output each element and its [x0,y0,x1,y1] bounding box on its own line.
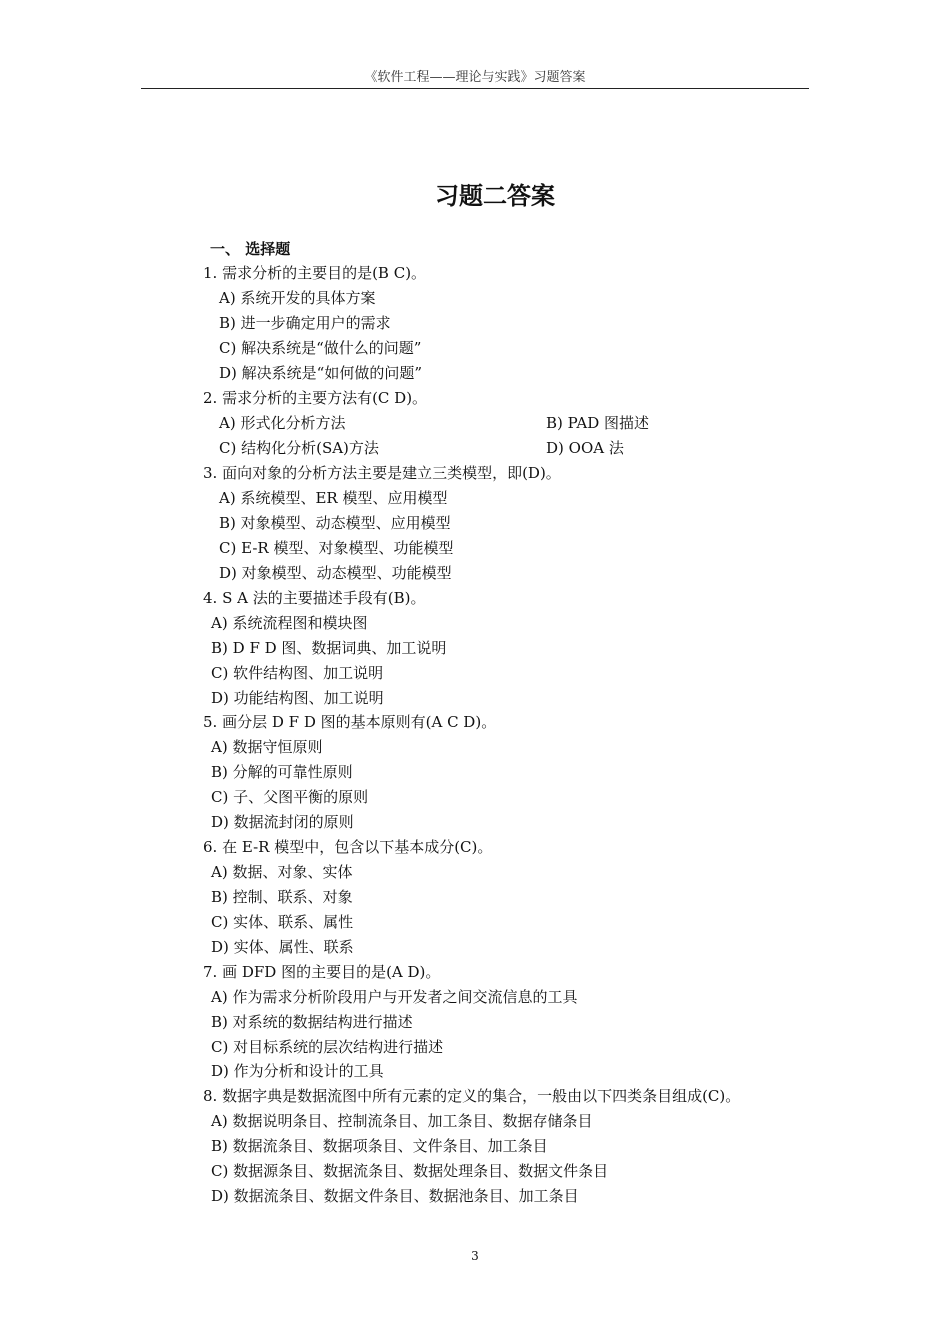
page-number: 3 [471,1249,479,1263]
text-line: B) D F D 图、数据词典、加工说明 [211,639,447,657]
text-line: D) OOA 法 [546,439,624,457]
text-line: 4. S A 法的主要描述手段有(B)。 [203,589,426,607]
text-line: A) 系统模型、ER 模型、应用模型 [219,489,448,507]
text-line: C) E-R 模型、对象模型、功能模型 [219,539,454,557]
page-header: 《软件工程——理论与实践》习题答案 [364,70,586,85]
text-line: 2. 需求分析的主要方法有(C D)。 [203,389,428,407]
text-line: A) 数据、对象、实体 [211,863,353,881]
text-line: A) 系统流程图和模块图 [211,614,368,632]
text-line: B) 对象模型、动态模型、应用模型 [219,514,451,532]
page-title: 习题二答案 [435,182,555,210]
text-line: 1. 需求分析的主要目的是(B C)。 [203,264,427,282]
text-line: D) 解决系统是“如何做的问题” [219,364,422,382]
text-line: C) 对目标系统的层次结构进行描述 [211,1038,444,1056]
header-divider [141,88,809,89]
text-line: B) 控制、联系、对象 [211,888,353,906]
text-line: B) 分解的可靠性原则 [211,763,353,781]
text-line: C) 解决系统是“做什么的问题” [219,339,422,357]
text-line: 7. 画 DFD 图的主要目的是(A D)。 [203,963,441,981]
text-line: D) 数据流封闭的原则 [211,813,354,831]
text-line: D) 功能结构图、加工说明 [211,689,384,707]
text-line: B) PAD 图描述 [546,414,649,432]
text-line: C) 数据源条目、数据流条目、数据处理条目、数据文件条目 [211,1162,609,1180]
text-line: D) 作为分析和设计的工具 [211,1062,384,1080]
text-line: C) 结构化分析(SA)方法 [219,439,379,457]
text-line: D) 实体、属性、联系 [211,938,354,956]
text-line: A) 形式化分析方法 [219,414,346,432]
text-line: A) 作为需求分析阶段用户与开发者之间交流信息的工具 [211,988,578,1006]
text-line: B) 数据流条目、数据项条目、文件条目、加工条目 [211,1137,548,1155]
text-line: C) 实体、联系、属性 [211,913,354,931]
text-line: A) 数据守恒原则 [211,738,323,756]
text-line: A) 系统开发的具体方案 [219,289,376,307]
text-line: B) 对系统的数据结构进行描述 [211,1013,413,1031]
text-line: B) 进一步确定用户的需求 [219,314,391,332]
text-line: C) 子、父图平衡的原则 [211,788,369,806]
text-line: D) 对象模型、动态模型、功能模型 [219,564,452,582]
text-line: 5. 画分层 D F D 图的基本原则有(A C D)。 [203,713,497,731]
text-line: 8. 数据字典是数据流图中所有元素的定义的集合，一般由以下四类条目组成(C)。 [203,1087,741,1105]
text-line: C) 软件结构图、加工说明 [211,664,384,682]
text-line: D) 数据流条目、数据文件条目、数据池条目、加工条目 [211,1187,579,1205]
text-line: A) 数据说明条目、控制流条目、加工条目、数据存储条目 [211,1112,593,1130]
text-line: 6. 在 E-R 模型中，包含以下基本成分(C)。 [203,838,493,856]
text-line: 3. 面向对象的分析方法主要是建立三类模型，即(D)。 [203,464,561,482]
section-heading: 一、 选择题 [210,240,291,258]
